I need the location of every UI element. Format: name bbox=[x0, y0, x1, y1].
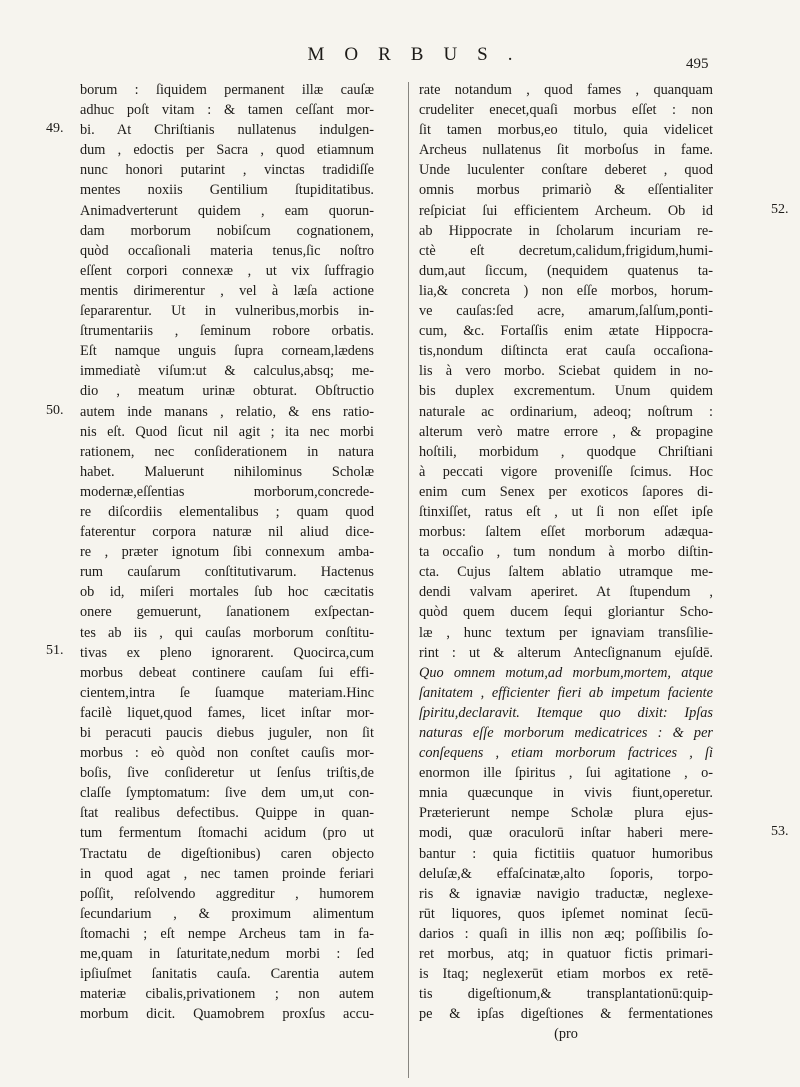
text-line: ſepararentur. Ut in vulneribus,morbis in- bbox=[80, 303, 374, 320]
text-line: re , præter ignotum ſibi connexum amba- bbox=[80, 544, 374, 561]
text-line: omnis morbus primariò & eſſentialiter bbox=[419, 182, 713, 199]
text-line: dum , edoctis per Sacra , quod etiamnum bbox=[80, 142, 374, 159]
text-line: quòd quem ducem ſequi gloriantur Scho- bbox=[419, 604, 713, 621]
text-line: enormon ille ſpiritus , ſui agitatione , o- bbox=[419, 765, 713, 782]
text-line: tivas ex pleno ignorarent. Quocirca,cum bbox=[80, 644, 374, 661]
text-line: ab Hippocrate in ſcholarum incuriam re- bbox=[419, 222, 713, 239]
text-line: à peccati vigore proveniſſe ſcimus. Hoc bbox=[419, 463, 713, 480]
text-line: rate notandum , quod fames , quanquam bbox=[419, 82, 713, 98]
section-number-49: 49. bbox=[46, 121, 64, 136]
text-line: poſſit, reſolvendo aggreditur , humorem bbox=[80, 885, 374, 902]
text-line: enim cum Senex per exoticos ſapores di- bbox=[419, 483, 713, 500]
text-line: pe & ipſas digeſtiones & fermentationes bbox=[419, 1006, 713, 1023]
section-number-50: 50. bbox=[46, 403, 64, 418]
text-line: cta. Cujus ſaltem ablatio utramque me- bbox=[419, 564, 713, 581]
text-line: ſtrumentariis , ſeminum robore orbatis. bbox=[80, 323, 374, 340]
text-line: ſtinxiſſet, ratus eſt , ut ſi non eſſet ipſe bbox=[419, 503, 713, 520]
text-line: claſſe ſymptomatum: ſive dem um,ut con- bbox=[80, 785, 374, 802]
text-line: rūt liquores, quos ipſemet nominat ſecū- bbox=[419, 905, 713, 922]
text-line: immediatè viſum:ut & calculus,absq; me- bbox=[80, 363, 374, 380]
text-line: læ , hunc textum per ignaviam transſilie- bbox=[419, 624, 713, 641]
text-line: ret morbus, atq; in quatuor fictis primari- bbox=[419, 946, 713, 963]
text-line: ſit tamen morbus,eo titulo, quia videlicet bbox=[419, 122, 713, 139]
text-line: boſis, ſive conſideretur ut ſenſus triſtis,de bbox=[80, 765, 374, 782]
text-line: bi peracuti paucis diebus juguler, non ſit bbox=[80, 725, 374, 741]
text-line: is Itaq; neglexerūt etiam morbos ex retē- bbox=[419, 966, 713, 983]
text-line: tum fermentum ſtomachi acidum (pro ut bbox=[80, 825, 374, 842]
text-line: ctè eſt decretum,calidum,frigidum,humi- bbox=[419, 242, 713, 259]
column-divider bbox=[408, 82, 409, 1078]
text-line: mentes noxiis Gentilium ſtupiditatibus. bbox=[80, 182, 374, 199]
text-line: Præterierunt nempe Scholæ plura ejus- bbox=[419, 805, 713, 822]
text-line: tis digeſtionum,& transplantationū:quip- bbox=[419, 986, 713, 1003]
text-line: ta occaſio , tum nondum à morbo diſtin- bbox=[419, 544, 713, 561]
text-line: Quo omnem motum,ad morbum,mortem, atque bbox=[419, 664, 713, 681]
text-line: tes ab iis , qui cauſas morborum conſtitu- bbox=[80, 624, 374, 641]
text-line: cientem,intra ſe ſuamque materiam.Hinc bbox=[80, 684, 374, 701]
text-line: ſecundarium , & proximum alimentum bbox=[80, 905, 374, 922]
text-line: ſanitatem , efficienter fieri ab impetum faciente bbox=[419, 684, 713, 701]
text-line: (pro bbox=[554, 1026, 578, 1043]
text-line: autem inde manans , relatio, & ens ratio- bbox=[80, 403, 374, 420]
text-line: rum cauſarum conſtitutivarum. Hactenus bbox=[80, 564, 374, 581]
text-line: darios : quaſi in illis non æq; poſſibilis ſo- bbox=[419, 925, 713, 942]
section-number-53: 53. bbox=[771, 824, 789, 839]
text-line: reſpiciat ſui efficientem Archeum. Ob id bbox=[419, 202, 713, 219]
text-line: Animadverterunt quidem , eam quorun- bbox=[80, 202, 374, 219]
text-line: morbus debeat continere cauſam ſui effi- bbox=[80, 664, 374, 681]
text-line: cum, &c. Fortaſſis enim ætate Hippocra- bbox=[419, 323, 713, 340]
text-line: facilè liquet,quod fames, licet inſtar mor- bbox=[80, 704, 374, 721]
text-line: eſſent corpori connexæ , ut vix ſuffragio bbox=[80, 262, 374, 279]
text-line: Tractatu de digeſtionibus) caren objecto bbox=[80, 845, 374, 862]
text-line: morbus : eò quòd non conſtet cauſis mor- bbox=[80, 745, 374, 762]
text-line: re diſcordiis elementalibus ; quam quod bbox=[80, 503, 374, 520]
text-line: nunc honori putarint , vinctas tradidiſſe bbox=[80, 162, 374, 179]
text-line: ris & ignaviæ navigio traductæ, neglexe- bbox=[419, 885, 713, 902]
text-line: bi. At Chriſtianis nullatenus indulgen- bbox=[80, 122, 374, 139]
text-line: materiæ cibalis,privationem ; non autem bbox=[80, 986, 374, 1003]
text-line: morbus: ſaltem eſſet morborum adæqua- bbox=[419, 524, 713, 541]
text-line: quòd occaſionali materia tenus,ſic noſtro bbox=[80, 242, 374, 259]
text-line: ob id, miſeri mortales ſub hoc cæcitatis bbox=[80, 584, 374, 601]
text-line: Unde luculenter conſtare deberet , quod bbox=[419, 162, 713, 179]
text-line: ipſiuſmet ſanitatis cauſa. Carentia autem bbox=[80, 966, 374, 983]
text-line: nis eſt. Quod ſicut nil agit ; ita nec morbi bbox=[80, 423, 374, 440]
text-line: lia,& concreta ) non eſſe morbos, horum- bbox=[419, 282, 713, 299]
text-line: alterum verò matre errore , & propagine bbox=[419, 423, 713, 440]
text-line: crudeliter enecet,quaſi morbus eſſet : non bbox=[419, 102, 713, 119]
text-line: bis duplex excrementum. Unum quidem bbox=[419, 383, 713, 400]
text-line: mnia quæcunque in vivis fiunt,operetur. bbox=[419, 785, 713, 802]
page-number: 495 bbox=[686, 56, 709, 72]
text-line: ſtomachi ; eſt nempe Archeus tam in fa- bbox=[80, 925, 374, 942]
text-line: dio , meatum urinæ obturat. Obſtructio bbox=[80, 383, 374, 400]
left-text-column bbox=[80, 80, 374, 1024]
text-line: borum : ſiquidem permanent illæ cauſæ bbox=[80, 82, 374, 98]
text-line: morbum dicit. Quamobrem proxſus accu- bbox=[80, 1006, 374, 1023]
text-line: lis à vero morbo. Sciebat quidem in no- bbox=[419, 363, 713, 380]
text-line: ſtat realibus defectibus. Quippe in quan- bbox=[80, 805, 374, 822]
text-line: me,quam in ſaturitate,nedum morbi : ſed bbox=[80, 946, 374, 963]
text-line: Eſt namque unguis ſupra corneam,lædens bbox=[80, 343, 374, 360]
text-line: bantur : quia fictitiis quatuor humoribus bbox=[419, 845, 713, 862]
text-line: dendi valvam aperiret. At ſtupendum , bbox=[419, 584, 713, 601]
text-line: adhuc poſt vitam : & tamen ceſſant mor- bbox=[80, 102, 374, 119]
text-line: deluſæ,& effaſcinatæ,alto ſoporis, torpo- bbox=[419, 865, 713, 882]
text-line: in quod agat , nec tamen proinde feriari bbox=[80, 865, 374, 882]
text-line: mentis dirimerentur , vel à læſa actione bbox=[80, 282, 374, 299]
text-line: naturas eſſe morborum medicatrices : & per bbox=[419, 725, 713, 741]
text-line: rint : ut & alterum Antecſignanum ejuſdē. bbox=[419, 644, 713, 661]
section-number-52: 52. bbox=[771, 202, 789, 217]
text-line: conſequens , etiam morborum factrices , ſi bbox=[419, 745, 713, 762]
text-line: ſpiritu,declaravit. Itemque quo dixit: Ipſas bbox=[419, 704, 713, 721]
running-head: MORBUS. bbox=[307, 44, 533, 65]
text-line: onere gemuerunt, ſanationem exſpectan- bbox=[80, 604, 374, 621]
text-line: dam morborum nobiſcum cognationem, bbox=[80, 222, 374, 239]
text-line: habet. Maluerunt nihilominus Scholæ bbox=[80, 463, 374, 480]
text-line: hoſtili, morbidum , quodque Chriſtiani bbox=[419, 443, 713, 460]
text-line: ve cauſas:ſed acre, amarum,ſalſum,ponti- bbox=[419, 303, 713, 320]
section-number-51: 51. bbox=[46, 643, 64, 658]
text-line: modernæ,eſſentias morborum,concrede- bbox=[80, 483, 374, 500]
text-line: tis,nondum diſtincta erat cauſa occaſiona- bbox=[419, 343, 713, 360]
text-line: dum,aut ſiccum, (nequidem quatenus ta- bbox=[419, 262, 713, 279]
text-line: naturale ac ordinarium, adeoq; noſtrum : bbox=[419, 403, 713, 420]
text-line: rationem, nec conſiderationem in natura bbox=[80, 443, 374, 460]
right-text-column bbox=[419, 80, 713, 1045]
text-line: Archeus nullatenus ſit morboſus in fame. bbox=[419, 142, 713, 159]
text-line: faterentur corpora naturæ nil aliud dice- bbox=[80, 524, 374, 541]
text-line: modi, quæ oraculorū inſtar haberi mere- bbox=[419, 825, 713, 842]
